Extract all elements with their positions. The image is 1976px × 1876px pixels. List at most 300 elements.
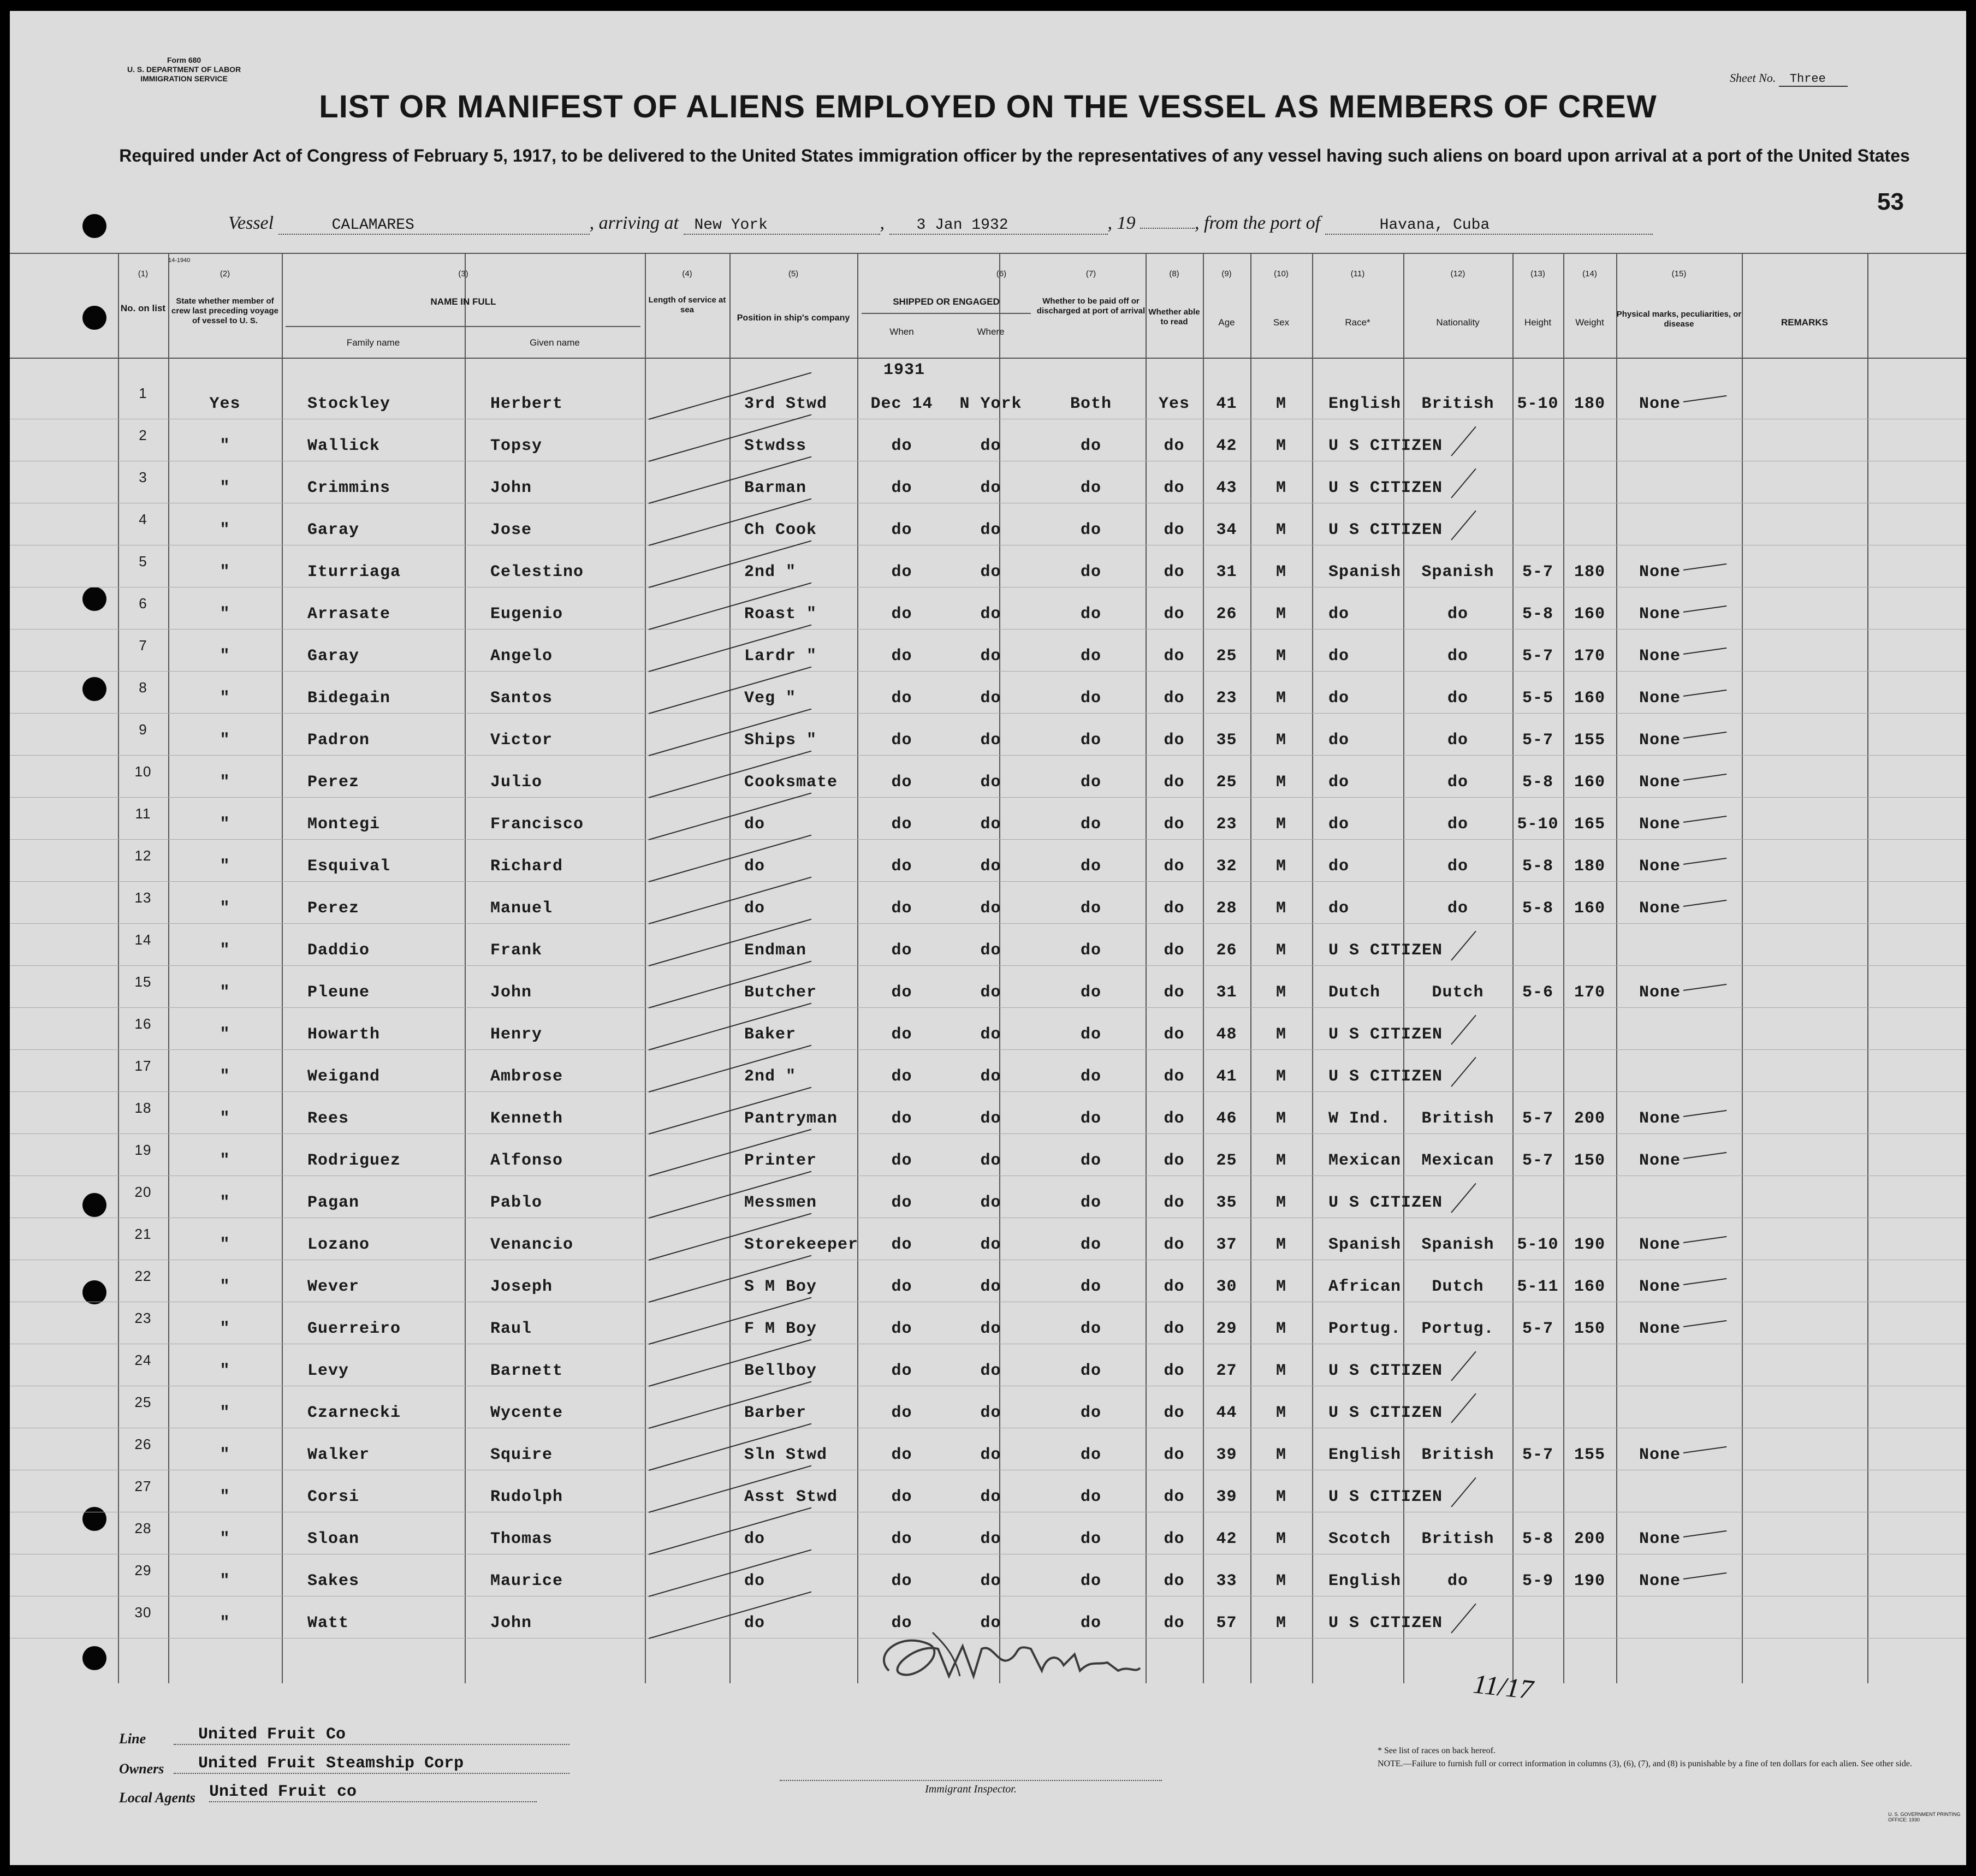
given-name: Thomas [490,1530,553,1548]
shipped-when: do [891,563,912,581]
race: Dutch [1328,983,1381,1002]
previous-voyage: " [219,437,230,455]
position: F M Boy [744,1320,817,1338]
list-number: 24 [134,1352,152,1368]
shipped-where: do [980,521,1001,539]
page-subtitle: Required under Act of Congress of February 5, 1917, to be delivered to the United States immigration officer by the representatives of any vessel having such aliens on board upon arrival at a port of the United States [119,146,1910,165]
shipped-where: do [980,563,1001,581]
owners-label: Owners [119,1761,164,1777]
nationality: Spanish [1421,563,1494,581]
race: English [1328,1446,1402,1464]
height: 5-7 [1522,1151,1553,1170]
able-to-read: do [1164,647,1185,666]
position: Veg " [744,689,797,708]
list-number: 13 [134,889,152,906]
weight: 200 [1574,1109,1605,1128]
given-name: Richard [490,857,563,876]
punch-hole [82,214,106,238]
position: Lardr " [744,647,817,666]
nationality: Dutch [1432,1278,1484,1296]
given-name: Pablo [490,1194,543,1212]
column-number: (3) [458,269,468,278]
paid-off: do [1080,1278,1101,1296]
departure-port: Havana, Cuba [1379,217,1490,234]
given-name: Maurice [490,1572,563,1590]
column-number: (13) [1530,269,1545,278]
able-to-read: do [1164,1109,1185,1128]
paid-off: do [1080,647,1101,666]
position: Ch Cook [744,521,817,539]
able-to-read: do [1164,437,1185,455]
list-number: 2 [139,427,147,443]
race: U S CITIZEN [1328,1362,1443,1380]
list-number: 9 [139,721,147,738]
position: Printer [744,1151,817,1170]
sheet-number [1730,71,1848,86]
check-stroke [1451,1351,1476,1381]
paid-off: Both [1070,395,1112,413]
previous-voyage: " [219,1109,230,1128]
column-number: (2) [219,269,230,278]
weight: 180 [1574,395,1605,413]
inspector-signature-line: Immigrant Inspector. [780,1780,1162,1796]
able-to-read: do [1164,1025,1185,1044]
shipped-when: do [891,941,912,960]
previous-voyage: " [219,605,230,624]
paid-off: do [1080,1025,1101,1044]
shipped-when: do [891,1446,912,1464]
given-name: Manuel [490,899,553,918]
paid-off: do [1080,563,1101,581]
agents-label: Local Agents [119,1790,195,1806]
shipped-where: N York [959,395,1022,413]
position: Barman [744,479,807,497]
check-stroke [1451,1057,1476,1087]
age: 23 [1216,815,1237,834]
shipped-when: do [891,815,912,834]
given-name: Henry [490,1025,543,1044]
year-label: , 19 [1107,213,1136,233]
header-sex: Sex [1273,317,1290,328]
column-number: (6) [996,269,1007,278]
position: do [744,815,766,834]
sex: M [1275,941,1286,960]
able-to-read: do [1164,1194,1185,1212]
able-to-read: do [1164,941,1185,960]
race: do [1328,815,1350,834]
shipped-where: do [980,437,1001,455]
paid-off: do [1080,1236,1101,1254]
previous-voyage: " [219,1362,230,1380]
vessel-name: CALAMARES [331,217,414,234]
given-name: Frank [490,941,543,960]
sheet-number-value: Three [1779,72,1848,87]
row-rule [10,797,1966,798]
list-number: 30 [134,1604,152,1620]
given-name: Barnett [490,1362,563,1380]
shipped-when: do [891,857,912,876]
previous-voyage: Yes [209,395,241,413]
able-to-read: do [1164,689,1185,708]
family-name: Wallick [307,437,381,455]
race: do [1328,773,1350,792]
arrival-date: 3 Jan 1932 [916,217,1008,234]
paid-off: do [1080,773,1101,792]
previous-voyage: " [219,1488,230,1506]
shipped-where: do [980,1151,1001,1170]
shipped-when: do [891,1151,912,1170]
header-position: Position in ship's company [737,313,850,323]
race: U S CITIZEN [1328,521,1443,539]
family-name: Rodriguez [307,1151,401,1170]
able-to-read: do [1164,1572,1185,1590]
shipped-when: do [891,899,912,918]
list-number: 10 [134,763,152,780]
position: Butcher [744,983,817,1002]
list-number: 25 [134,1394,152,1410]
sex: M [1275,1320,1286,1338]
shipped-when: do [891,983,912,1002]
shipped-where: do [980,1404,1001,1422]
previous-voyage: " [219,1236,230,1254]
race: English [1328,1572,1402,1590]
given-name: Eugenio [490,605,563,624]
sex: M [1275,1362,1286,1380]
height: 5-7 [1522,563,1553,581]
position: do [744,899,766,918]
shipped-where: do [980,1067,1001,1086]
row-rule [10,671,1966,672]
race: do [1328,731,1350,750]
given-name: Julio [490,773,543,792]
age: 31 [1216,563,1237,581]
owners-value: United Fruit Steamship Corp [174,1754,569,1774]
shipped-where: do [980,1446,1001,1464]
list-number: 27 [134,1478,152,1494]
sex: M [1275,1614,1286,1632]
paid-off: do [1080,1530,1101,1548]
column-number: (4) [682,269,692,278]
header-remarks: REMARKS [1781,317,1828,328]
shipped-when: do [891,605,912,624]
shipped-where: do [980,1025,1001,1044]
family-name: Levy [307,1362,349,1380]
weight: 190 [1574,1236,1605,1254]
physical-marks: None [1639,1236,1681,1254]
list-number: 5 [139,553,147,569]
header-stamp: 14-1940 [168,257,191,264]
column-number: (8) [1169,269,1179,278]
able-to-read: Yes [1158,395,1190,413]
family-name: Watt [307,1614,349,1632]
shipped-where: do [980,1109,1001,1128]
race: Portug. [1328,1320,1402,1338]
stamped-page-number: 53 [1877,188,1904,215]
shipped-where: do [980,1530,1001,1548]
printer-imprint: U. S. GOVERNMENT PRINTING OFFICE: 1930 [1888,1812,1961,1822]
previous-voyage: " [219,1067,230,1086]
family-name: Czarnecki [307,1404,401,1422]
family-name: Weigand [307,1067,381,1086]
height: 5-8 [1522,857,1553,876]
height: 5-8 [1522,605,1553,624]
race: U S CITIZEN [1328,1614,1443,1632]
race: U S CITIZEN [1328,1404,1443,1422]
physical-marks: None [1639,983,1681,1002]
family-name: Montegi [307,815,381,834]
position: Asst Stwd [744,1488,838,1506]
paid-off: do [1080,689,1101,708]
height: 5-8 [1522,773,1553,792]
age: 48 [1216,1025,1237,1044]
check-stroke [1451,1183,1476,1213]
sex: M [1275,479,1286,497]
able-to-read: do [1164,605,1185,624]
vessel-label: Vessel [228,213,274,233]
age: 44 [1216,1404,1237,1422]
race: W Ind. [1328,1109,1391,1128]
shipped-where: do [980,605,1001,624]
shipped-when: do [891,1025,912,1044]
weight: 160 [1574,899,1605,918]
nationality: do [1447,731,1468,750]
physical-marks: None [1639,1320,1681,1338]
shipped-where: do [980,1278,1001,1296]
position: do [744,1530,766,1548]
paid-off: do [1080,1194,1101,1212]
sex: M [1275,983,1286,1002]
weight: 160 [1574,773,1605,792]
paid-off: do [1080,1614,1101,1632]
sex: M [1275,437,1286,455]
table-top-rule [10,253,1966,254]
age: 26 [1216,605,1237,624]
height: 5-10 [1517,815,1559,834]
given-name: Topsy [490,437,543,455]
height: 5-7 [1522,731,1553,750]
physical-marks: None [1639,773,1681,792]
given-name: Francisco [490,815,584,834]
shipped-when: do [891,731,912,750]
family-name: Padron [307,731,370,750]
penalty-note: NOTE.—Failure to furnish full or correct information in columns (3), (6), (7), and (8) is punishable by a fine of ten dollars for each alien. See other side. [1378,1759,1912,1768]
sex: M [1275,1109,1286,1128]
able-to-read: do [1164,983,1185,1002]
family-name: Corsi [307,1488,360,1506]
given-name: Ambrose [490,1067,563,1086]
line-value: United Fruit Co [174,1725,569,1745]
header-list-number: No. on list [120,303,166,313]
age: 31 [1216,983,1237,1002]
sex: M [1275,1404,1286,1422]
nationality: do [1447,1572,1468,1590]
header-height: Height [1524,317,1552,328]
department-name: U. S. DEPARTMENT OF LABOR [127,65,241,74]
sex: M [1275,1278,1286,1296]
from-port-label: , from the port of [1195,213,1321,233]
able-to-read: do [1164,1151,1185,1170]
able-to-read: do [1164,731,1185,750]
previous-voyage: " [219,1614,230,1632]
previous-voyage: " [219,857,230,876]
family-name: Lozano [307,1236,370,1254]
previous-voyage: " [219,1194,230,1212]
physical-marks: None [1639,1572,1681,1590]
paid-off: do [1080,479,1101,497]
given-name: Wycente [490,1404,563,1422]
shipped-when: do [891,437,912,455]
sex: M [1275,899,1286,918]
sheet-number-label: Sheet No. [1730,71,1776,85]
sex: M [1275,563,1286,581]
age: 41 [1216,395,1237,413]
header-name-in-full: NAME IN FULL [430,296,496,307]
row-rule [10,881,1966,882]
given-name: Rudolph [490,1488,563,1506]
check-stroke [1451,468,1476,498]
race: U S CITIZEN [1328,479,1443,497]
sex: M [1275,773,1286,792]
family-name: Wever [307,1278,360,1296]
list-number: 23 [134,1310,152,1326]
shipped-when: do [891,1404,912,1422]
header-physical-marks: Physical marks, peculiarities, or disease [1616,310,1742,329]
agents-value: United Fruit co [209,1783,537,1802]
able-to-read: do [1164,521,1185,539]
sex: M [1275,1151,1286,1170]
able-to-read: do [1164,1067,1185,1086]
weight: 155 [1574,1446,1605,1464]
able-to-read: do [1164,1488,1185,1506]
column-number: (12) [1450,269,1465,278]
sex: M [1275,1025,1286,1044]
arriving-label: , arriving at [589,213,679,233]
race: U S CITIZEN [1328,1025,1443,1044]
age: 37 [1216,1236,1237,1254]
family-name: Guerreiro [307,1320,401,1338]
position: do [744,857,766,876]
weight: 165 [1574,815,1605,834]
footnotes [1378,1744,1956,1771]
header-shipped-where: Where [977,326,1005,337]
shipped-where: do [980,731,1001,750]
race: U S CITIZEN [1328,1194,1443,1212]
list-number: 17 [134,1058,152,1074]
paid-off: do [1080,1320,1101,1338]
sex: M [1275,815,1286,834]
race: English [1328,395,1402,413]
previous-voyage: " [219,647,230,666]
previous-voyage: " [219,689,230,708]
previous-voyage: " [219,941,230,960]
previous-voyage: " [219,731,230,750]
check-stroke [1451,1015,1476,1045]
family-name: Perez [307,773,360,792]
sex: M [1275,1194,1286,1212]
nationality: British [1421,395,1494,413]
shipped-where: do [980,1236,1001,1254]
able-to-read: do [1164,1320,1185,1338]
given-name: Victor [490,731,553,750]
vessel-line: Vessel CALAMARES , arriving at New York , 3 Jan 1932 , 19 , from the port of Havana, Cuba [228,213,1653,235]
sex: M [1275,689,1286,708]
family-name: Rees [307,1109,349,1128]
shipped-when: do [891,479,912,497]
check-stroke [1451,931,1476,961]
weight: 170 [1574,647,1605,666]
column-number: (11) [1350,269,1365,278]
height: 5-8 [1522,899,1553,918]
header-paid-off: Whether to be paid off or discharged at port of arrival [1036,296,1146,316]
row-rule [10,1133,1966,1134]
family-name: Daddio [307,941,370,960]
list-number: 16 [134,1016,152,1032]
height: 5-7 [1522,1109,1553,1128]
list-number: 20 [134,1184,152,1200]
age: 41 [1216,1067,1237,1086]
physical-marks: None [1639,395,1681,413]
age: 35 [1216,731,1237,750]
previous-voyage: " [219,899,230,918]
age: 35 [1216,1194,1237,1212]
able-to-read: do [1164,479,1185,497]
handwritten-tally: 11/17 [1471,1668,1535,1705]
shipped-where: do [980,773,1001,792]
able-to-read: do [1164,815,1185,834]
age: 39 [1216,1488,1237,1506]
weight: 150 [1574,1151,1605,1170]
previous-voyage: " [219,521,230,539]
physical-marks: None [1639,899,1681,918]
shipped-when: do [891,1530,912,1548]
physical-marks: None [1639,857,1681,876]
age: 34 [1216,521,1237,539]
check-stroke [1451,426,1476,456]
shipped-when: do [891,647,912,666]
weight: 180 [1574,857,1605,876]
height: 5-7 [1522,1446,1553,1464]
able-to-read: do [1164,1236,1185,1254]
column-number: (5) [788,269,799,278]
race: U S CITIZEN [1328,1067,1443,1086]
sex: M [1275,605,1286,624]
race: Spanish [1328,563,1402,581]
nationality: Dutch [1432,983,1484,1002]
physical-marks: None [1639,1278,1681,1296]
age: 29 [1216,1320,1237,1338]
family-name: Bidegain [307,689,391,708]
shipped-where: do [980,689,1001,708]
weight: 150 [1574,1320,1605,1338]
race: U S CITIZEN [1328,1488,1443,1506]
list-number: 11 [135,805,151,822]
row-rule [10,713,1966,714]
position: 2nd " [744,1067,797,1086]
header-race: Race* [1345,317,1370,328]
position: 2nd " [744,563,797,581]
physical-marks: None [1639,815,1681,834]
check-stroke [1451,510,1476,541]
height: 5-8 [1522,1530,1553,1548]
shipped-when: do [891,521,912,539]
column-number: (15) [1671,269,1687,278]
given-name: Santos [490,689,553,708]
list-number: 14 [134,931,152,948]
weight: 170 [1574,983,1605,1002]
sex: M [1275,1530,1286,1548]
row-rule [10,1049,1966,1050]
paid-off: do [1080,521,1101,539]
